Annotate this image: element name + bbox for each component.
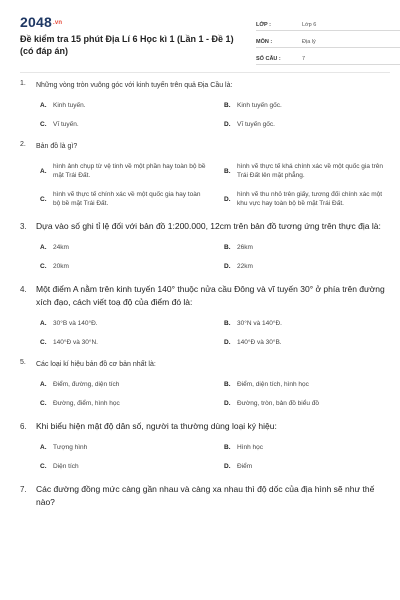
option-text: Điểm, diện tích, hình học <box>237 381 309 388</box>
option-letter: A. <box>40 102 47 109</box>
option-b[interactable] <box>224 162 392 180</box>
option-letter: C. <box>40 339 47 346</box>
option-letter: A. <box>40 320 47 327</box>
option-letter: C. <box>40 400 47 407</box>
header-divider <box>20 72 390 73</box>
question-2 <box>20 141 392 208</box>
option-a[interactable] <box>40 162 208 180</box>
option-text: 30°B và 140°Đ. <box>53 320 98 327</box>
option-d[interactable] <box>224 338 392 347</box>
option-letter: C. <box>40 263 47 270</box>
question-text: Các đường đồng mức càng gần nhau và càng xa nhau thì độ dốc của địa hình sẽ như thế nào? <box>36 484 375 507</box>
site-logo[interactable] <box>20 14 62 30</box>
option-letter: D. <box>224 263 231 270</box>
meta-key: SỐ CÂU : <box>256 56 281 62</box>
logo-text: 2048 <box>20 14 52 30</box>
question-stem <box>20 359 392 370</box>
question-number: 1. <box>20 80 26 87</box>
option-a[interactable] <box>40 319 208 328</box>
logo-suffix: .vn <box>52 20 63 27</box>
question-number: 4. <box>20 285 27 294</box>
exam-title: Đề kiểm tra 15 phút Địa Lí 6 Học kì 1 (Lần 1 - Đề 1) (có đáp án) <box>20 34 234 56</box>
option-b[interactable] <box>224 380 392 389</box>
option-text: Đường, điểm, hình học <box>53 400 120 407</box>
option-b[interactable] <box>224 443 392 452</box>
option-letter: C. <box>40 195 47 203</box>
option-text: Đường, tròn, bản đồ biểu đồ <box>237 400 319 407</box>
option-text: Vĩ tuyến gốc. <box>237 121 275 128</box>
option-text: hình vẽ thực tế khá chính xác về một quốc gia trên Trái Đất lên mặt phẳng. <box>237 163 383 179</box>
option-letter: D. <box>224 195 231 203</box>
option-c[interactable] <box>40 399 208 408</box>
option-text: Điểm <box>237 463 253 470</box>
option-a[interactable] <box>40 443 208 452</box>
option-letter: C. <box>40 463 47 470</box>
option-d[interactable] <box>224 462 392 471</box>
answer-options <box>20 319 392 347</box>
answer-options <box>20 162 392 208</box>
option-d[interactable] <box>224 120 392 129</box>
option-text: Tượng hình <box>53 444 88 451</box>
question-stem <box>20 220 392 233</box>
question-1 <box>20 80 392 129</box>
option-c[interactable] <box>40 262 208 271</box>
question-text: Bản đồ là gì? <box>36 143 78 150</box>
option-text: Kinh tuyến. <box>53 102 86 109</box>
option-text: 30°N và 140°Đ. <box>237 320 282 327</box>
option-a[interactable] <box>40 243 208 252</box>
option-letter: B. <box>224 444 231 451</box>
option-b[interactable] <box>224 101 392 110</box>
question-text: Những vòng tròn vuông góc với kinh tuyến trên quả Địa Cầu là: <box>36 82 233 89</box>
option-text: hình vẽ thu nhỏ trên giấy, tương đối chính xác một khu vực hay toàn bộ bề mặt Trái Đất. <box>237 191 383 207</box>
question-5 <box>20 359 392 408</box>
meta-key: MÔN : <box>256 39 273 45</box>
question-3 <box>20 220 392 271</box>
meta-row-subject <box>256 33 400 48</box>
option-letter: B. <box>224 167 231 175</box>
option-letter: B. <box>224 320 231 327</box>
question-number: 6. <box>20 422 27 431</box>
option-text: 140°Đ và 30°N. <box>53 339 98 346</box>
option-text: 24km <box>53 244 69 251</box>
question-text: Một điểm A nằm trên kinh tuyến 140° thuộc nửa cầu Đông và vĩ tuyến 30° ở phía trên đường xích đạo, cách viết toạ độ của điểm đó là: <box>36 284 385 307</box>
option-b[interactable] <box>224 243 392 252</box>
option-text: Kinh tuyến gốc. <box>237 102 282 109</box>
question-number: 2. <box>20 141 26 148</box>
option-d[interactable] <box>224 262 392 271</box>
answer-options <box>20 443 392 471</box>
answer-options <box>20 380 392 408</box>
meta-value: Lớp 6 <box>302 22 317 28</box>
question-stem <box>20 80 392 91</box>
option-d[interactable] <box>224 190 392 208</box>
option-text: 26km <box>237 244 253 251</box>
option-letter: A. <box>40 244 47 251</box>
option-c[interactable] <box>40 338 208 347</box>
option-text: 20km <box>53 263 69 270</box>
option-letter: D. <box>224 339 231 346</box>
question-stem <box>20 283 392 309</box>
option-letter: B. <box>224 381 231 388</box>
meta-row-count <box>256 50 400 65</box>
question-text: Khi biểu hiện mật độ dân số, người ta thường dùng loại ký hiệu: <box>36 421 277 431</box>
option-letter: B. <box>224 244 231 251</box>
option-letter: C. <box>40 121 47 128</box>
option-a[interactable] <box>40 101 208 110</box>
option-a[interactable] <box>40 380 208 389</box>
option-c[interactable] <box>40 462 208 471</box>
option-letter: D. <box>224 121 231 128</box>
answer-options <box>20 243 392 271</box>
option-d[interactable] <box>224 399 392 408</box>
question-text: Dựa vào số ghi tỉ lệ đối với bản đồ 1:200.000, 12cm trên bản đồ tương ứng trên thực địa là: <box>36 221 381 231</box>
exam-meta <box>256 16 400 65</box>
question-number: 5. <box>20 359 26 366</box>
answer-options <box>20 101 392 129</box>
option-text: Hình học <box>237 444 264 451</box>
page-header <box>20 14 390 66</box>
question-number: 3. <box>20 222 27 231</box>
option-letter: D. <box>224 400 231 407</box>
option-text: 22km <box>237 263 253 270</box>
option-b[interactable] <box>224 319 392 328</box>
option-c[interactable] <box>40 190 208 208</box>
option-text: hình vẽ thực tế chính xác về một quốc gia hay toàn bộ bề mặt Trái Đất. <box>53 191 201 207</box>
question-stem <box>20 483 392 509</box>
option-text: Diện tích <box>53 463 79 470</box>
question-7 <box>20 483 392 509</box>
option-letter: A. <box>40 381 47 388</box>
meta-value: Địa lý <box>302 39 316 45</box>
question-text: Các loại kí hiệu bản đồ cơ bản nhất là: <box>36 361 156 368</box>
question-stem <box>20 420 392 433</box>
question-list <box>20 80 392 521</box>
question-number: 7. <box>20 485 27 494</box>
option-text: Vĩ tuyến. <box>53 121 79 128</box>
option-text: Điểm, đường, diện tích <box>53 381 120 388</box>
option-letter: A. <box>40 167 47 175</box>
question-4 <box>20 283 392 347</box>
option-letter: D. <box>224 463 231 470</box>
meta-value: 7 <box>302 56 306 62</box>
meta-row-class <box>256 16 400 31</box>
option-letter: B. <box>224 102 231 109</box>
option-text: 140°Đ và 30°B. <box>237 339 282 346</box>
option-letter: A. <box>40 444 47 451</box>
option-text: hình ảnh chụp từ vệ tinh về một phần hay toàn bộ bề mặt Trái Đất. <box>53 163 206 179</box>
meta-key: LỚP : <box>256 22 271 28</box>
question-stem <box>20 141 392 152</box>
option-c[interactable] <box>40 120 208 129</box>
question-6 <box>20 420 392 471</box>
